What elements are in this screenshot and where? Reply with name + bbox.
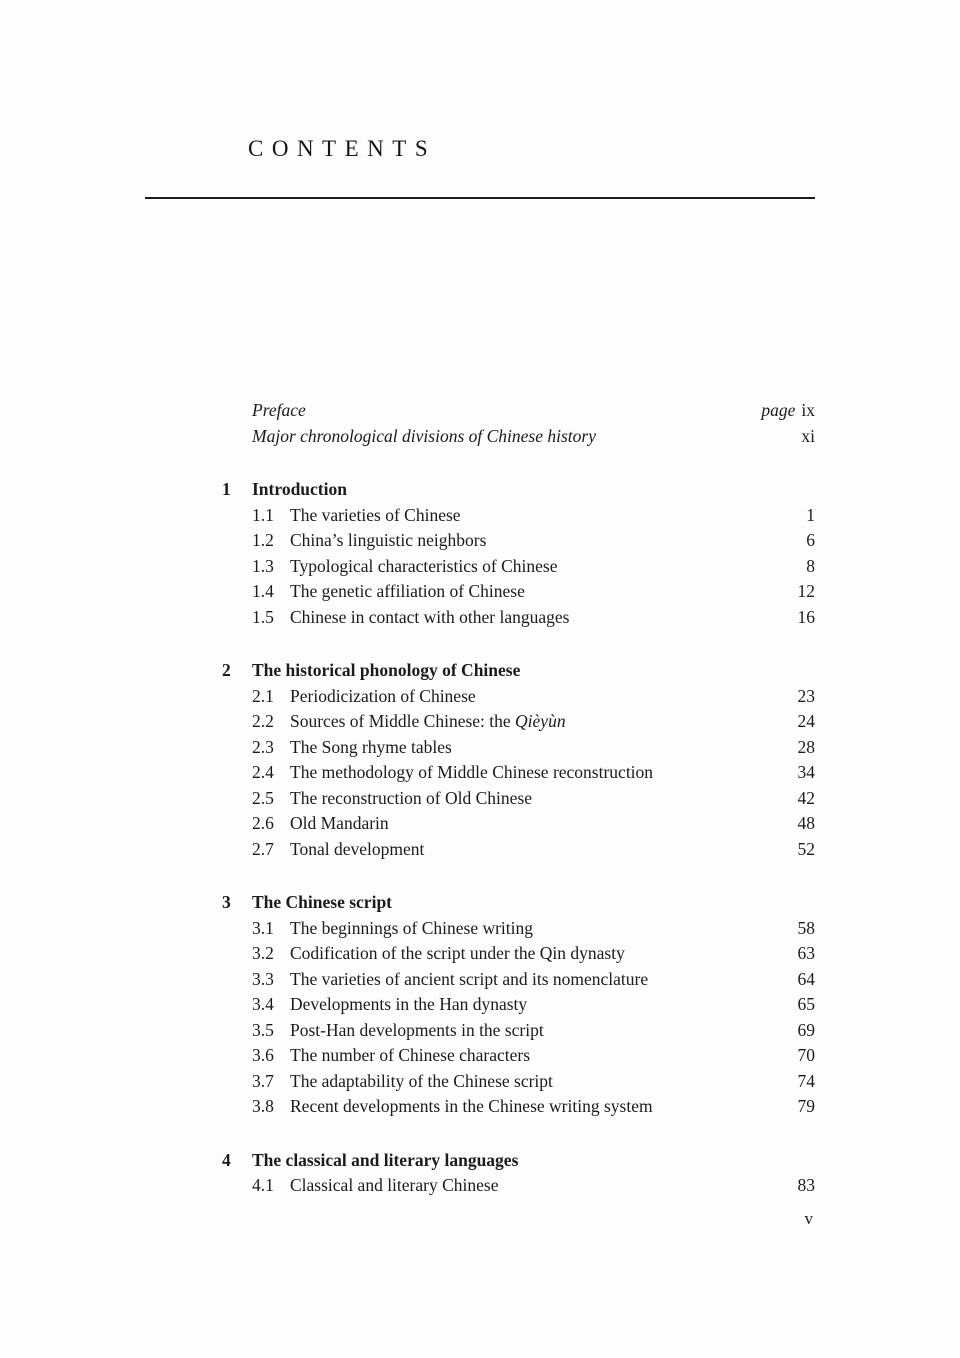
toc-entry-page — [761, 398, 815, 424]
toc-entry — [252, 1069, 815, 1095]
section-number: 1.5 — [252, 606, 274, 627]
toc-entry — [252, 992, 815, 1018]
section-number: 2.4 — [252, 762, 274, 782]
section-title-text: Developments in the Han dynasty — [290, 994, 528, 1014]
chapter-block — [222, 477, 815, 630]
toc-entry — [252, 735, 815, 761]
section-page: 52 — [797, 838, 815, 859]
front-matter-list — [222, 398, 815, 449]
section-title — [290, 1094, 798, 1120]
section-number: 3.1 — [252, 917, 274, 938]
section-page: 16 — [797, 606, 815, 627]
section-title — [290, 1173, 798, 1199]
section-title-text: The methodology of Middle Chinese reconstruction — [290, 762, 654, 782]
toc-entry — [252, 811, 815, 837]
section-page: 79 — [797, 1096, 815, 1116]
chapter-block — [222, 658, 815, 862]
section-number: 3.4 — [252, 994, 274, 1014]
section-page: 74 — [797, 1070, 815, 1091]
section-page: 34 — [797, 762, 815, 782]
section-title-text: Typological characteristics of Chinese — [290, 555, 558, 576]
section-title-text: The number of Chinese characters — [290, 1045, 531, 1065]
section-title — [290, 684, 798, 710]
toc-entry — [252, 786, 815, 812]
section-title-text: The varieties of ancient script and its nomenclature — [290, 968, 649, 989]
section-title — [290, 579, 798, 605]
section-title-text: Periodicization of Chinese — [290, 685, 476, 706]
toc-entry-title: Preface — [252, 400, 306, 420]
section-title-text: Old Mandarin — [290, 813, 389, 833]
section-title — [290, 735, 798, 761]
toc-entry — [252, 1173, 815, 1199]
section-page: 12 — [797, 581, 815, 601]
section-number: 2.6 — [252, 813, 274, 833]
section-title — [290, 709, 798, 735]
section-number: 3.3 — [252, 968, 274, 989]
section-title — [290, 760, 798, 786]
chapter-title: The classical and literary languages — [252, 1149, 519, 1170]
section-page: 1 — [806, 504, 815, 525]
section-title — [290, 967, 798, 993]
toc-entry — [252, 916, 815, 942]
toc-entry — [252, 941, 815, 967]
chapter-title: The historical phonology of Chinese — [252, 660, 521, 680]
toc-entry — [252, 398, 815, 424]
section-title-text: Post-Han developments in the script — [290, 1019, 544, 1040]
section-title — [290, 941, 798, 967]
toc-entry — [252, 503, 815, 529]
page-title: CONTENTS — [248, 136, 437, 161]
section-title — [290, 605, 798, 631]
page-label: page — [761, 400, 796, 420]
section-page: 42 — [797, 787, 815, 808]
section-title-text: The Song rhyme tables — [290, 736, 452, 757]
chapter-number: 4 — [222, 1149, 231, 1170]
section-number: 1.4 — [252, 581, 274, 601]
section-page: 65 — [797, 994, 815, 1014]
chapter-block — [222, 890, 815, 1120]
section-title-text: China’s linguistic neighbors — [290, 530, 487, 550]
section-title — [290, 1069, 798, 1095]
section-title — [290, 503, 806, 529]
section-title-text: Codification of the script under the Qin dynasty — [290, 943, 625, 963]
section-page: 48 — [797, 813, 815, 833]
section-title-text: The varieties of Chinese — [290, 504, 461, 525]
toc-entry — [252, 1043, 815, 1069]
chapter-heading — [222, 477, 815, 503]
section-number: 2.5 — [252, 787, 274, 808]
section-page: 58 — [797, 917, 815, 938]
section-title-text: Tonal development — [290, 838, 425, 859]
section-number: 3.7 — [252, 1070, 274, 1091]
title-rule — [145, 197, 815, 199]
section-title — [290, 1018, 798, 1044]
section-title-text: The reconstruction of Old Chinese — [290, 787, 533, 808]
section-number: 2.2 — [252, 711, 274, 731]
toc-entry-page-number: ix — [801, 400, 815, 420]
section-title-text: The genetic affiliation of Chinese — [290, 581, 525, 601]
chapter-heading — [222, 1148, 815, 1174]
toc-entry-page — [801, 424, 815, 450]
section-title — [290, 1043, 798, 1069]
chapter-title: The Chinese script — [252, 892, 392, 912]
section-title-text: Classical and literary Chinese — [290, 1175, 499, 1195]
section-title-text: Recent developments in the Chinese writing system — [290, 1096, 653, 1116]
toc-entry — [252, 967, 815, 993]
chapter-number: 1 — [222, 479, 231, 499]
section-page: 24 — [797, 711, 815, 731]
section-number: 2.1 — [252, 685, 274, 706]
toc-entry — [252, 605, 815, 631]
toc-entry — [252, 1094, 815, 1120]
section-page: 28 — [797, 736, 815, 757]
section-number: 3.2 — [252, 943, 274, 963]
toc-entry-title: Major chronological divisions of Chinese history — [252, 425, 596, 446]
section-title — [290, 916, 798, 942]
section-page: 69 — [797, 1019, 815, 1040]
toc-entry — [252, 760, 815, 786]
section-page: 8 — [806, 555, 815, 576]
section-page: 64 — [797, 968, 815, 989]
toc-entry — [252, 424, 815, 450]
toc-entry — [252, 684, 815, 710]
toc-entry — [252, 528, 815, 554]
section-title — [290, 837, 798, 863]
section-number: 1.2 — [252, 530, 274, 550]
section-title-text: Sources of Middle Chinese: the — [290, 711, 516, 731]
chapter-heading — [222, 890, 815, 916]
toc-entry-page-number: xi — [801, 425, 815, 446]
folio-page-number: v — [804, 1209, 813, 1228]
section-title — [290, 992, 798, 1018]
section-page: 83 — [797, 1175, 815, 1195]
section-title — [290, 554, 806, 580]
chapter-list — [222, 477, 815, 1199]
section-number: 1.1 — [252, 504, 274, 525]
section-title-italic: Qièyùn — [515, 711, 566, 731]
toc-entry — [252, 579, 815, 605]
section-title — [290, 811, 798, 837]
section-number: 2.3 — [252, 736, 274, 757]
chapter-heading — [222, 658, 815, 684]
section-number: 3.8 — [252, 1096, 274, 1116]
chapter-number: 2 — [222, 660, 231, 680]
section-title — [290, 786, 798, 812]
table-of-contents — [222, 398, 815, 1199]
section-page: 70 — [797, 1045, 815, 1065]
toc-entry — [252, 837, 815, 863]
section-number: 4.1 — [252, 1175, 274, 1195]
section-number: 3.6 — [252, 1045, 274, 1065]
section-title — [290, 528, 806, 554]
section-page: 23 — [797, 685, 815, 706]
section-number: 1.3 — [252, 555, 274, 576]
chapter-number: 3 — [222, 892, 231, 912]
section-page: 6 — [806, 530, 815, 550]
section-page: 63 — [797, 943, 815, 963]
toc-entry — [252, 554, 815, 580]
section-number: 3.5 — [252, 1019, 274, 1040]
section-number: 2.7 — [252, 838, 274, 859]
section-title-text: The beginnings of Chinese writing — [290, 917, 534, 938]
section-title-text: Chinese in contact with other languages — [290, 606, 570, 627]
chapter-title: Introduction — [252, 479, 347, 499]
toc-entry — [252, 1018, 815, 1044]
chapter-block — [222, 1148, 815, 1199]
toc-entry — [252, 709, 815, 735]
section-title-text: The adaptability of the Chinese script — [290, 1070, 553, 1091]
